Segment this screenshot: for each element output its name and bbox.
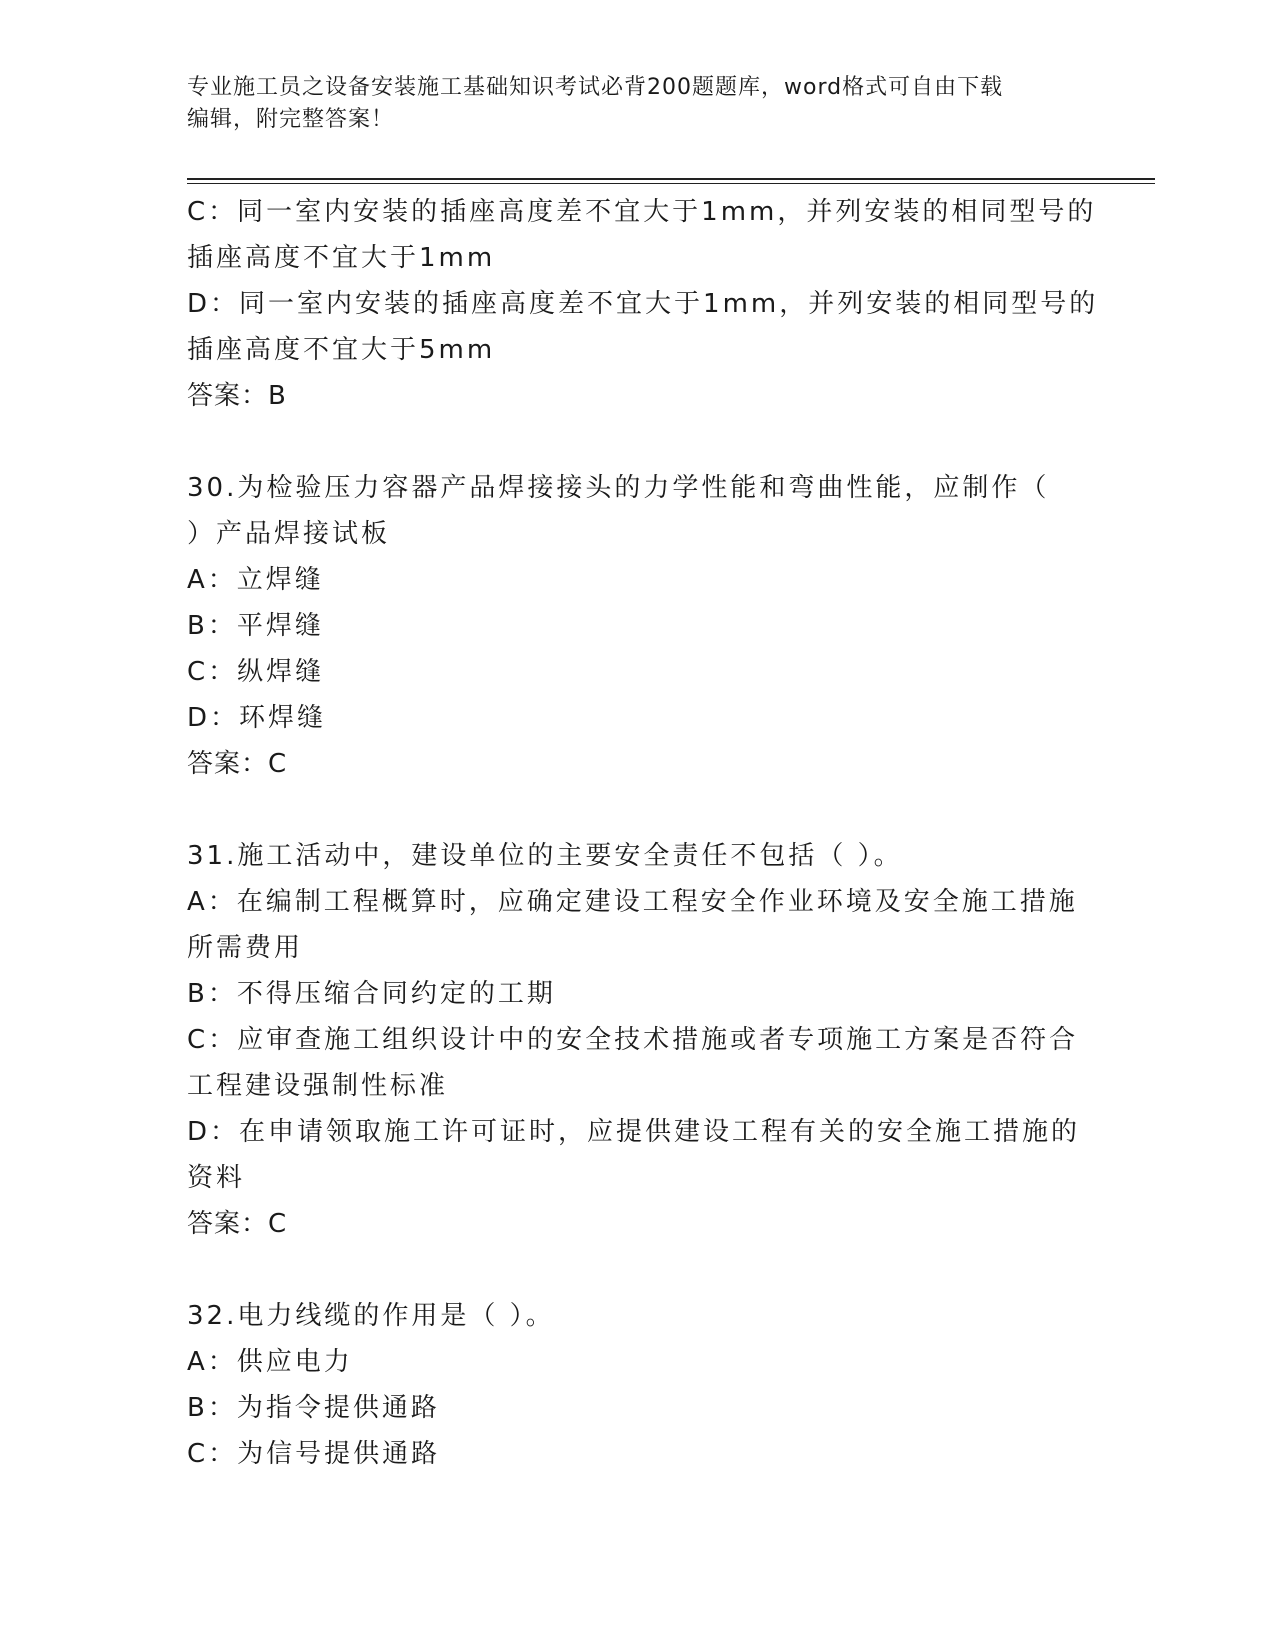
- question-block-32: [187, 1293, 1077, 1477]
- spacer: [187, 787, 1077, 833]
- answer-line: 答案：C: [187, 749, 288, 779]
- question-text-line-2: ）产品焊接试板: [187, 519, 391, 549]
- option-d-line-2: 插座高度不宜大于5mm: [187, 335, 496, 365]
- header-divider-thick: [187, 178, 1155, 180]
- option-a: A：供应电力: [187, 1347, 353, 1377]
- option-a-line-1: A：在编制工程概算时，应确定建设工程安全作业环境及安全施工措施: [187, 887, 1078, 917]
- question-text: 31.施工活动中，建设单位的主要安全责任不包括（ ）。: [187, 841, 903, 871]
- option-c-line-2: 工程建设强制性标准: [187, 1071, 449, 1101]
- option-b: B：平焊缝: [187, 611, 324, 641]
- question-text-line-1: 30.为检验压力容器产品焊接接头的力学性能和弯曲性能，应制作（: [187, 473, 1050, 503]
- question-block-prev: [187, 189, 1099, 419]
- option-c: C：纵焊缝: [187, 657, 325, 687]
- option-c: C：为信号提供通路: [187, 1439, 441, 1469]
- header-divider-thin: [187, 183, 1155, 184]
- option-d: D：环焊缝: [187, 703, 327, 733]
- option-b: B：不得压缩合同约定的工期: [187, 979, 556, 1009]
- option-c-line-2: 插座高度不宜大于1mm: [187, 243, 496, 273]
- spacer: [187, 1247, 1077, 1293]
- answer-line: 答案：C: [187, 1209, 288, 1239]
- option-a: A：立焊缝: [187, 565, 324, 595]
- spacer: [187, 419, 1077, 465]
- option-d-line-2: 资料: [187, 1163, 246, 1193]
- header-line-2: 编辑，附完整答案！: [187, 107, 395, 132]
- question-text: 32.电力线缆的作用是（ ）。: [187, 1301, 555, 1331]
- document-header: [187, 72, 1077, 136]
- answer-line: 答案：B: [187, 381, 287, 411]
- option-d-line-1: D：在申请领取施工许可证时，应提供建设工程有关的安全施工措施的: [187, 1117, 1081, 1147]
- header-line-1: 专业施工员之设备安装施工基础知识考试必背200题题库，word格式可自由下载: [187, 75, 1004, 100]
- option-c-line-1: C：同一室内安装的插座高度差不宜大于1mm，并列安装的相同型号的: [187, 197, 1097, 227]
- option-c-line-1: C：应审查施工组织设计中的安全技术措施或者专项施工方案是否符合: [187, 1025, 1079, 1055]
- option-a-line-2: 所需费用: [187, 933, 304, 963]
- document-body: [187, 189, 1099, 1477]
- question-block-30: [187, 465, 1077, 787]
- option-d-line-1: D：同一室内安装的插座高度差不宜大于1mm，并列安装的相同型号的: [187, 289, 1099, 319]
- question-block-31: [187, 833, 1081, 1247]
- option-b: B：为指令提供通路: [187, 1393, 440, 1423]
